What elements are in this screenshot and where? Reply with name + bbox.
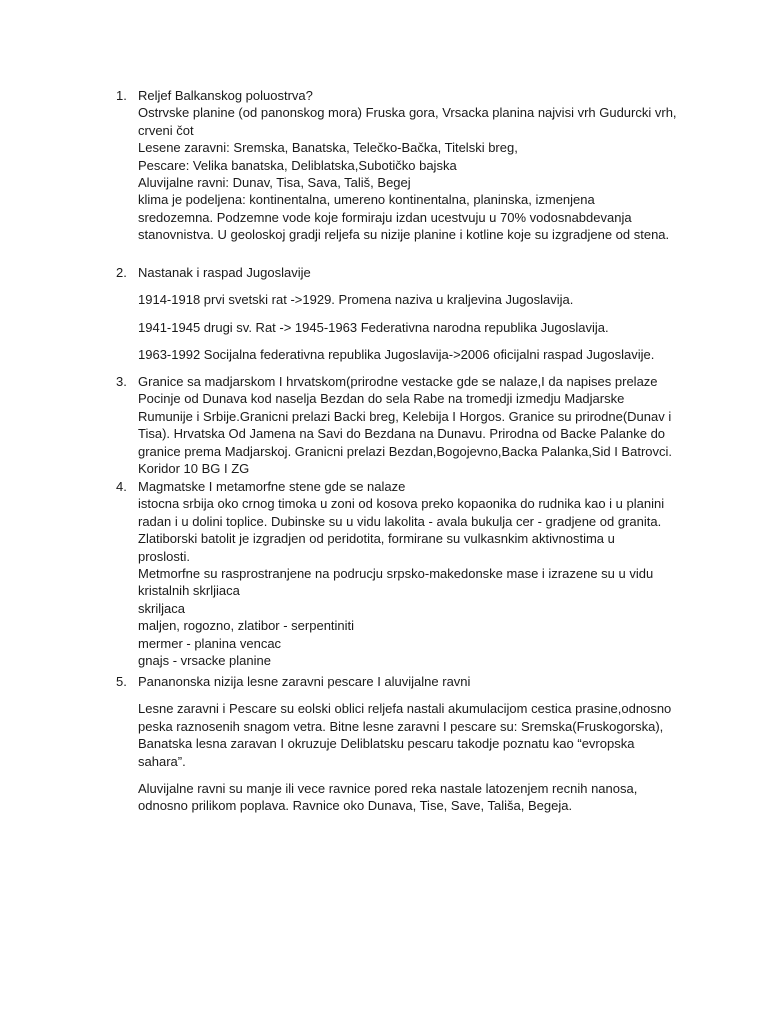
text-line: Tisa). Hrvatska Od Jamena na Savi do Bezdana na Dunavu. Prirodna od Backe Palanke do xyxy=(138,426,666,442)
text-line: Ostrvske planine (od panonskog mora) Fruska gora, Vrsacka planina najvisi vrh Gudurcki vrh, xyxy=(138,105,677,121)
list-item-body xyxy=(138,264,680,364)
text-line: Lesne zaravni i Pescare su eolski oblici reljefa nastali akumulacijom cestica prasine,odnosno xyxy=(138,701,672,717)
text-line: 1963-1992 Socijalna federativna republika Jugoslavija->2006 oficijalni raspad Jugoslavije. xyxy=(138,347,655,363)
list-number: 2. xyxy=(116,265,127,280)
text-line: kristalnih skrljiaca xyxy=(138,583,240,599)
text-line: Reljef Balkanskog poluostrva? xyxy=(138,88,313,103)
text-line: crveni čot xyxy=(138,122,194,138)
paragraph xyxy=(138,780,680,815)
text-line: klima je podeljena: kontinentalna, umereno kontinentalna, planinska, izmenjena xyxy=(138,192,595,208)
text-line: Koridor 10 BG I ZG xyxy=(138,460,250,476)
list-number: 5. xyxy=(116,674,127,689)
text-line: odnosno prilikom poplava. Ravnice oko Dunava, Tise, Save, Tališa, Begeja. xyxy=(138,798,573,814)
text-line: sredozemna. Podzemne vode koje formiraju izdan ucestvuju u 70% vodosnabdevanja xyxy=(138,209,632,225)
text-line: Pocinje od Dunava kod naselja Bezdan do sela Rabe na tromedji izmedju Madjarske xyxy=(138,391,625,407)
text-line: proslosti. xyxy=(138,548,191,564)
text-line: Rumunije i Srbije.Granicni prelazi Backi breg, Kelebija I Horgos. Granice su prirodne(Dunav i xyxy=(138,408,672,424)
text-line: istocna srbija oko crnog timoka u zoni od kosova preko kopaonika do rudnika kao i u planini xyxy=(138,496,665,512)
text-line: Banatska lesna zaravan I okruzuje Deliblatsku pescaru takodje poznatu kao “evropska xyxy=(138,736,635,752)
text-line: 1941-1945 drugi sv. Rat -> 1945-1963 Federativna narodna republika Jugoslavija. xyxy=(138,319,609,335)
text-line: Metmorfne su rasprostranjene na podrucju srpsko-makedonske mase i izrazene su u vidu xyxy=(138,565,654,581)
text-line: granice prema Madjarskoj. Granicni prelazi Bezdan,Bogojevno,Backa Palanka,Sid I Batrovci. xyxy=(138,443,672,459)
text-line: Pescare: Velika banatska, Deliblatska,Subotičko bajska xyxy=(138,157,457,173)
text-line: Aluvijalne ravni: Dunav, Tisa, Sava, Tališ, Begej xyxy=(138,174,411,190)
text-line: Granice sa madjarskom I hrvatskom(prirodne vestacke gde se nalaze,I da napises prelaze xyxy=(138,374,658,389)
text-line: skriljaca xyxy=(138,600,185,616)
text-line: Lesene zaravni: Sremska, Banatska, Telečko-Bačka, Titelski breg, xyxy=(138,140,518,156)
list-number: 3. xyxy=(116,374,127,389)
list-number: 4. xyxy=(116,479,127,494)
text-line: gnajs - vrsacke planine xyxy=(138,652,271,668)
text-line: sahara”. xyxy=(138,753,186,769)
text-line: radan i u dolini toplice. Dubinske su u vidu lakolita - avala bukulja cer - gradjene od granita. xyxy=(138,513,662,529)
list-item-body xyxy=(138,673,680,815)
text-line: Magmatske I metamorfne stene gde se nalaze xyxy=(138,479,406,494)
item-title: Nastanak i raspad Jugoslavije xyxy=(138,265,311,280)
text-line: Zlatiborski batolit je izgradjen od peridotita, formirane su vulkasnkim aktivnostima u xyxy=(138,531,615,547)
text-line: Aluvijalne ravni su manje ili vece ravnice pored reka nastale latozenjem recnih nanosa, xyxy=(138,780,638,796)
text-line: peska raznosenih snagom vetra. Bitne lesne zaravni I pescare su: Sremska(Fruskogorska), xyxy=(138,718,664,734)
list-item-body xyxy=(138,373,680,477)
text-line: maljen, rogozno, zlatibor - serpentiniti xyxy=(138,618,355,634)
list-number: 1. xyxy=(116,88,127,103)
paragraph xyxy=(138,700,680,770)
text-line: stanovnistva. U geoloskoj gradji reljefa su nizije planine i kotline koje su izgradjene od stena. xyxy=(138,227,670,243)
list-item-body xyxy=(138,478,680,669)
text-line: mermer - planina vencac xyxy=(138,635,282,651)
text-line: 1914-1918 prvi svetski rat ->1929. Promena naziva u kraljevina Jugoslavija. xyxy=(138,292,574,308)
item-title: Pananonska nizija lesne zaravni pescare I aluvijalne ravni xyxy=(138,674,471,689)
list-item-body xyxy=(138,87,680,244)
